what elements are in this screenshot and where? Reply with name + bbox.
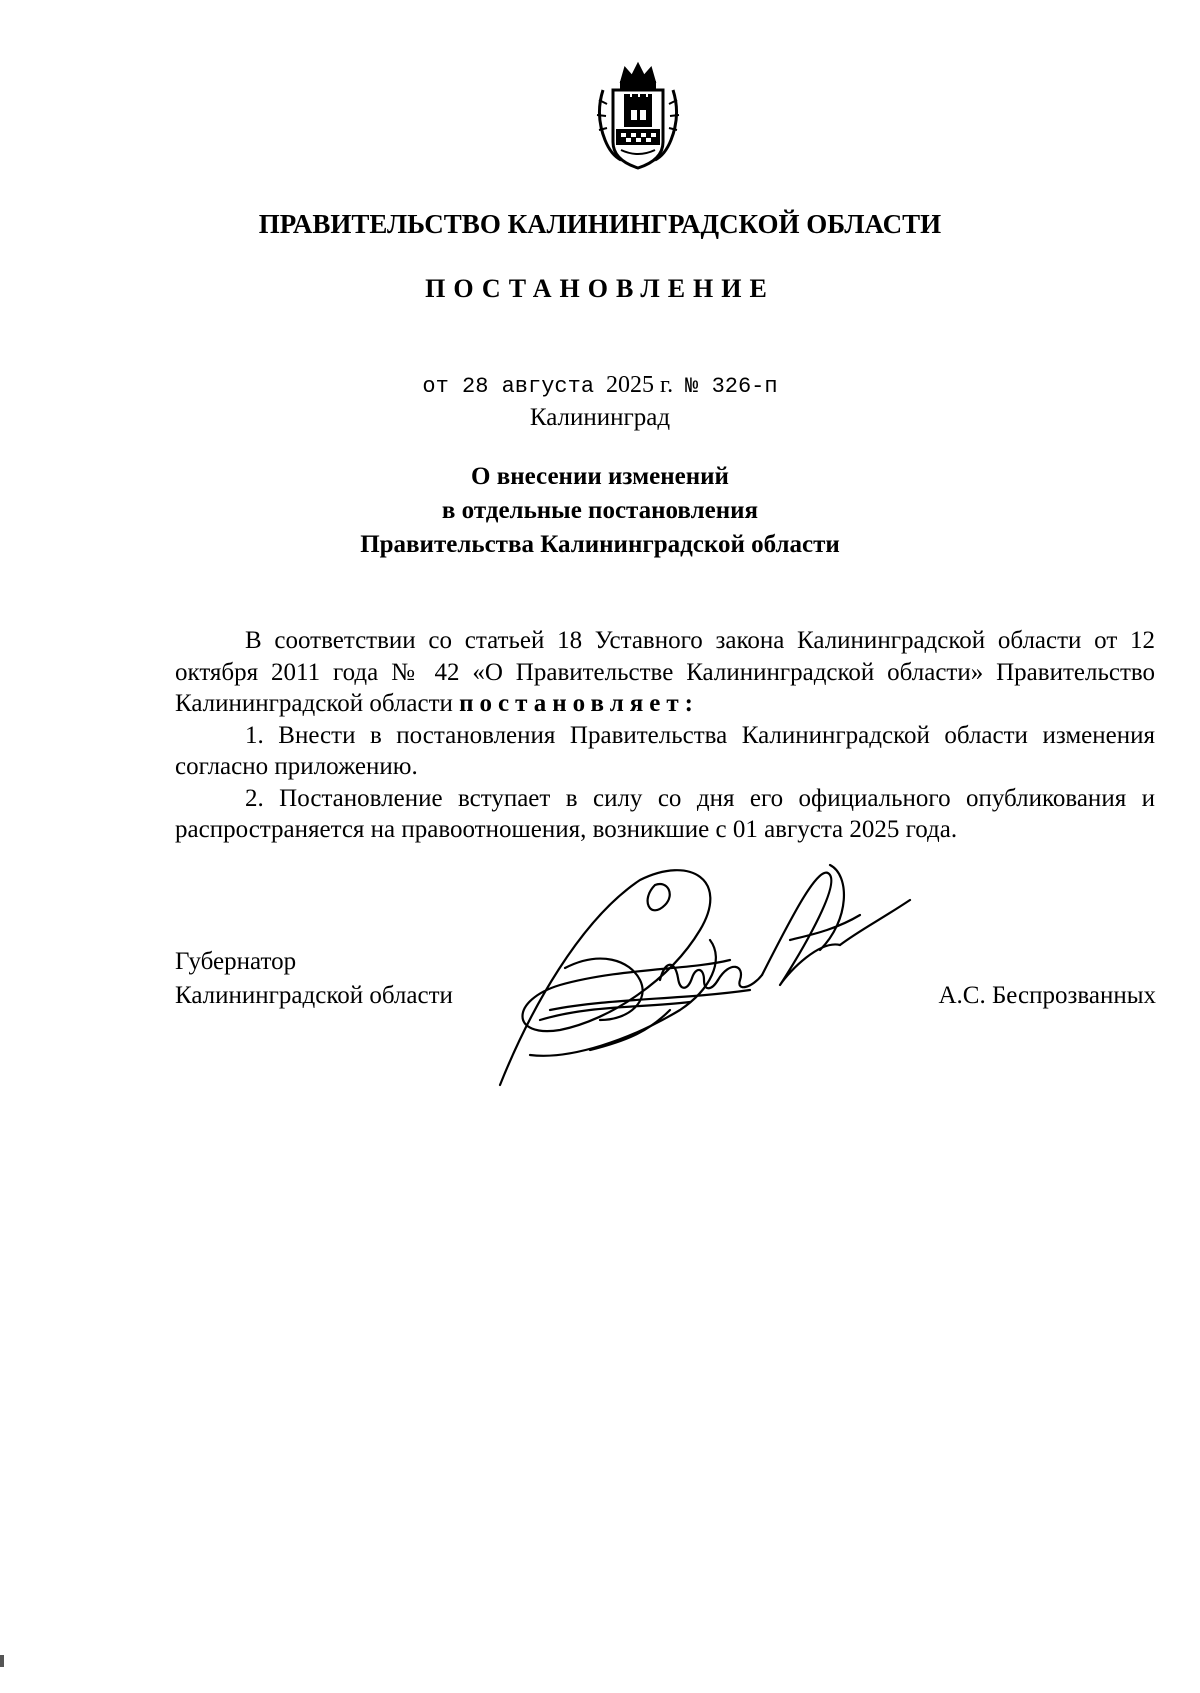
document-year: 2025 г. [606,372,674,398]
document-city: Калининград [529,404,671,431]
position-line-1: Губернатор [175,948,297,975]
coat-of-arms-emblem [591,60,685,174]
title-line-2: в отдельные постановления [441,497,759,524]
title-line-1: О внесении изменений [471,463,729,490]
document-title [0,460,1200,562]
document-type: ПОСТАНОВЛЕНИЕ [425,274,775,303]
document-body [175,625,1155,846]
title-line-3: Правительства Калининградской области [360,531,840,558]
item-2-paragraph: 2. Постановление вступает в силу со дня его официального опубликования и распространяется на правоотношения, возникшие с 01 августа 2025 года. [175,784,1155,843]
position-line-2: Калининградской области [175,982,453,1009]
document-date: от 28 августа [422,374,595,399]
organization-name: ПРАВИТЕЛЬСТВО КАЛИНИНГРАДСКОЙ ОБЛАСТИ [258,209,942,239]
preamble-verb: постановляет: [459,690,699,717]
signatory-position [175,945,453,1013]
signatory-name: А.С. Беспрозванных [938,982,1156,1009]
document-date-number [0,372,1200,399]
handwritten-signature [490,860,940,1100]
document-number: № 326-п [685,374,778,399]
scan-edge-mark [0,1655,4,1667]
item-1-paragraph: 1. Внести в постановления Правительства Калининградской области изменения согласно приложению. [175,721,1155,780]
preamble-paragraph [175,625,1155,720]
preamble-text: В соответствии со статьей 18 Уставного закона Калининградской области от 12 октября 2011 года № 42 «О Правительстве Калининградской области» Правительство Калининградской области [175,627,1155,717]
